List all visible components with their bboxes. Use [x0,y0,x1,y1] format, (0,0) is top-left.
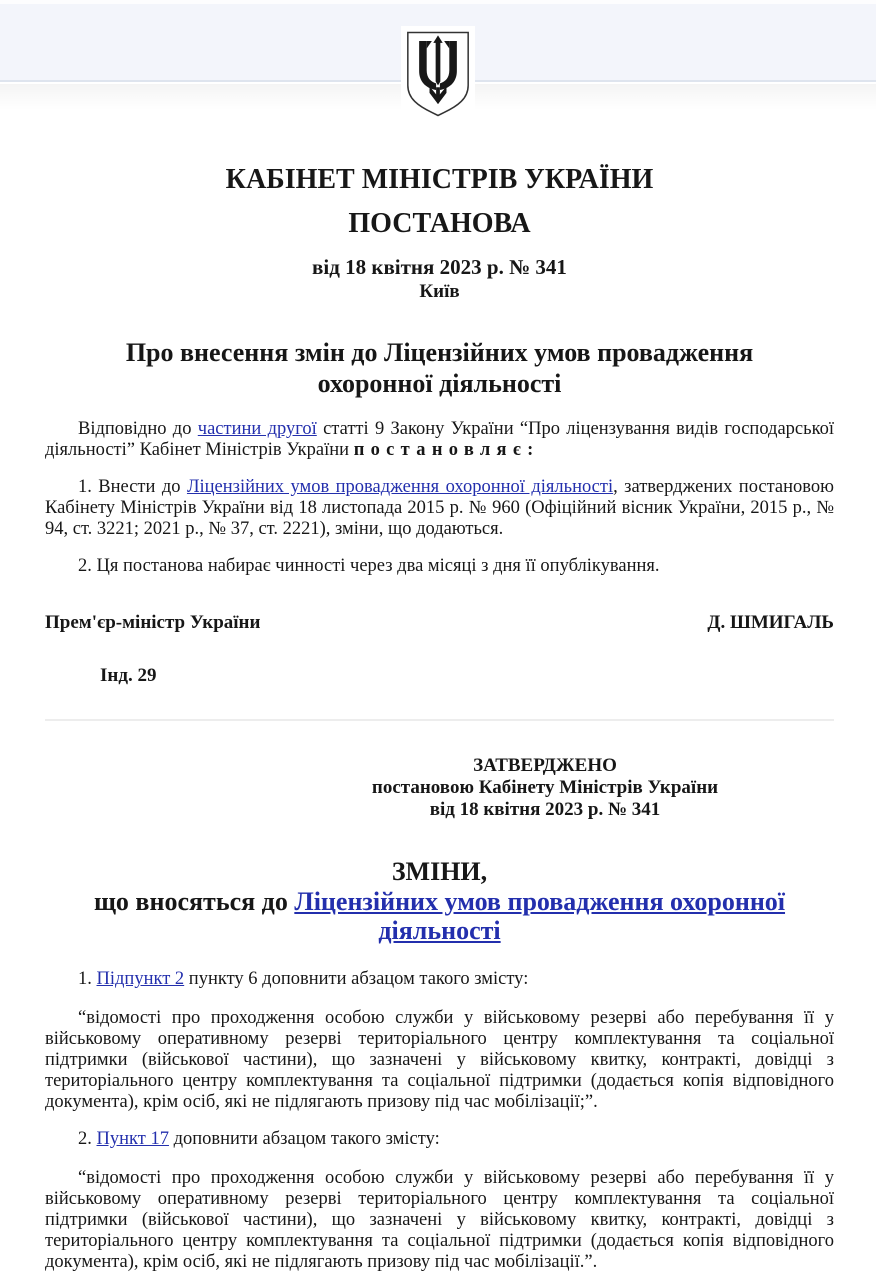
annex-subtitle-text: що вносяться до [93,887,295,916]
document-body [0,84,876,1273]
paragraph-text: доповнити абзацом такого змісту: [168,1129,440,1149]
signer-role: Прем'єр-міністр України [45,612,261,633]
paragraph-preamble [45,419,834,461]
section-divider [45,719,834,721]
paragraph-text: 1. [78,969,97,989]
paragraph-text: пункту 6 доповнити абзацом такого змісту: [184,969,529,989]
annex-item-1 [45,969,834,990]
approved-by: постановою Кабінету Міністрів України [371,777,719,798]
doc-date-number: від 18 квітня 2023 р. № 341 [312,255,567,279]
doc-city: Київ [419,281,460,302]
paragraph-text: , затверджених постановою Кабінету Міністрів України від 18 листопада 2015 р. № 960 (Офіційний вісник України, 2015 р., № 94, ст. 3221; 2021 р., № 37, ст. 2221), зміни, що додаються. [45,477,834,539]
paragraph-text: 2. [78,1129,97,1149]
paragraph-point-1 [45,477,834,540]
approved-date: від 18 квітня 2023 р. № 341 [429,799,661,820]
paragraph-text: Відповідно до [78,419,198,439]
doc-type-title: ПОСТАНОВА [348,208,531,239]
link-chastyny-druhoi[interactable]: частини другої [197,419,317,439]
link-license-terms-annex[interactable]: Ліцензійних умов провадження охоронної діяльності [294,887,786,945]
annex-subtitle [60,887,820,945]
approved-label: ЗАТВЕРДЖЕНО [473,755,617,776]
annex-quote-2: “відомості про проходження особою служби у військовому резерві або перебування її у військовому оперативному резерві територіального центру комплектування та соціальної підтримки (військової частини), що зазначені у військовому квитку, контракті, довідці з територіального центру комплектування та соціальної підтримки (додається копія відповідного документа), крім осіб, які не підлягають призову під час мобілізації.”. [45,1168,834,1272]
link-point-17[interactable]: Пункт 17 [96,1129,169,1149]
paragraph-point-2: 2. Ця постанова набирає чинності через два місяці з дня її опублікування. [78,556,660,576]
resolves-keyword: постановляє: [353,440,540,460]
paragraph-text: статті 9 Закону України “Про ліцензування видів господарської діяльності” Кабінет Міністрів України [45,419,835,460]
coat-of-arms [401,26,475,121]
signer-name: Д. ШМИГАЛЬ [707,612,834,633]
annex-quote-1: “відомості про проходження особою служби у військовому резерві або перебування її у військовому оперативному резерві територіального центру комплектування та соціальної підтримки (військової частини), що зазначені у військовому квитку, контракті, довідці з територіального центру комплектування та соціальної підтримки (додається копія відповідного документа), крім осіб, які не підлягають призову під час мобілізації;”. [45,1008,834,1112]
approved-block [310,755,780,821]
doc-title: Про внесення змін до Ліцензійних умов провадження охоронної діяльності [125,338,754,398]
link-license-terms[interactable]: Ліцензійних умов провадження охоронної діяльності [186,477,614,497]
signature-row [45,611,834,634]
annex-title: ЗМІНИ, [391,857,488,886]
annex-item-2 [45,1129,834,1150]
doc-index: Інд. 29 [100,665,157,686]
paragraph-text: 1. Внести до [78,477,187,497]
link-subpoint-2[interactable]: Підпункт 2 [96,969,185,989]
org-title: КАБІНЕТ МІНІСТРІВ УКРАЇНИ [225,164,654,195]
ukraine-trident-icon [405,30,471,118]
